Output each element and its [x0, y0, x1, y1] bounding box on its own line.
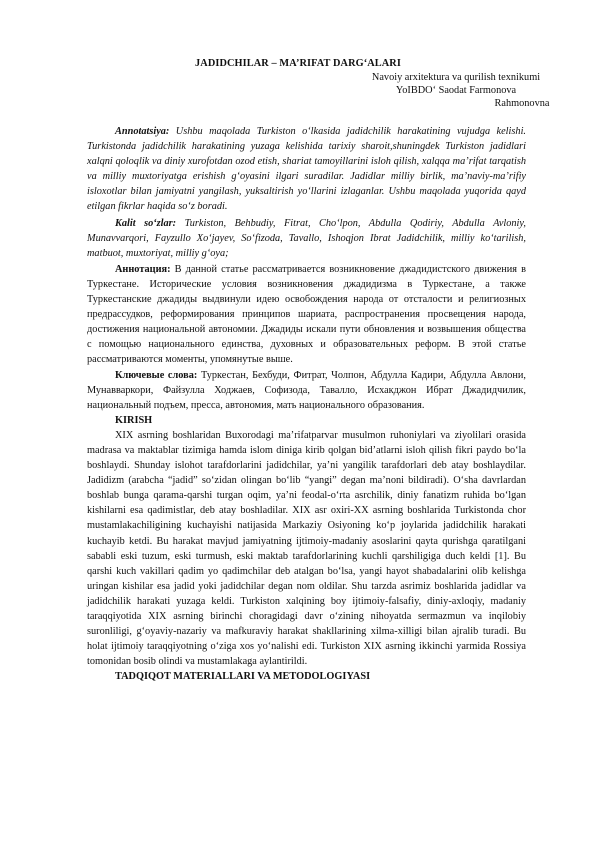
intro-heading: KIRISH	[115, 414, 153, 426]
article-title: JADIDCHILAR – MA’RIFAT DARG‘ALARI	[195, 58, 401, 69]
intro-paragraph: XIX asrning boshlaridan Buxorodagi ma’rifatparvar musulmon ruhoniylari va ziyolilari orasida madrasa va maktablar tizimiga hamda islom diniga kirib qolgan bid’atlarni isloh qilish fikri paydo bo‘la boshlaydi. Shunday islohot tarafdorlarini jadidchilar, ya’ni yangilik tarafdorlari deb atay boshlaydilar. Jadidizm (arabcha “jadid” so‘zidan olingan bo‘lib “yangi” degan ma’noni bildiradi). O‘sha davrlardan boshlab bunga qarama-qarshi turgan oqim, ya’ni feodal-o‘rta asrchilik, diniy fanatizm ruhida bo‘lgan kishilarni esa qadimistlar, deb atay boshladilar. XIX asr oxiri-XX asrning boshlarida Turkistonda chor mustamlakachiligining kuchayishi natijasida Markaziy Osiyoning ko‘p joylarida jadidchilik harakati kuchayib ketdi. Bu harakat mavjud jamiyatning ijtimoiy-madaniy asoslarini qayta qurishga qaratilgani sababli eski tuzum, eski turmush, eski maktab tarafdorlarining kuchli qarshiligiga duch keldi [1]. Bu qarshi kuch vakillari qadim yo qadimchilar deb atalgan bo‘lsa, yangi hayot shabadalarini olib kelishga uringan kishilar esa jadid yoki jadidchilar degan nom oldilar. Shu tarzda asrimiz boshlarida jadidlar va jadidchilik harakati yuzaga keldi. Turkiston xalqining boy ijtimoiy-falsafiy, diniy-axloqiy, madaniy taraqqiyotida XIX asrning birinchi choragidagi davr o‘zining nihoyatda sermazmun va inqilobiy suronliligi, g‘oyaviy-nazariy va mafkuraviy harakat shakllarining xilma-xilligi bilan ajralib turadi. Bu holat ijtimoiy taraqqiyotning o‘ziga xos yo‘nalishi edi. Turkiston XIX asrning ikkinchi yarmida Rossiya tomonidan bosib olindi va mustamlakaga aylantirildi.	[87, 429, 526, 668]
author-affiliation: Navoiy arxitektura va qurilish texnikumi	[371, 72, 541, 83]
author-name-line2: Rahmonovna	[494, 98, 550, 109]
annotation-ru	[87, 262, 526, 368]
keywords-uz	[87, 216, 526, 261]
author-name-line1: YoIBDO‘ Saodat Farmonova	[395, 85, 517, 96]
keywords-uz-label: Kalit so‘zlar:	[115, 217, 177, 229]
methods-heading: TADQIQOT MATERIALLARI VA METODOLOGIYASI	[115, 671, 371, 683]
annotation-uz-label: Annotatsiya:	[115, 126, 170, 137]
keywords-uz-text: Turkiston, Behbudiy, Fitrat, Cho‘lpon, Abdulla Qodiriy, Abdulla Avloniy, Munavvarqori, Fayzullo Xo‘jayev, So‘fizoda, Tavallo, Ishoqjon Ibrat Jadidchilik, milliy ko‘tarilish, matbuot, muxtoriyat, milliy g‘oya;	[87, 217, 526, 259]
article-body	[87, 124, 526, 684]
keywords-ru	[87, 368, 526, 413]
annotation-ru-label: Аннотация:	[115, 263, 171, 275]
annotation-ru-text: В данной статье рассматривается возникновение джадидистского движения в Туркестане. Исторические условия возникновения джадидизма в Туркестане, а также Туркестанские джадиды выдвинули идею освобождения народа от отсталости и религиозных предрассудков, реформирования принципов шариата, распространения просвещения народа, достижения национальной автономии. Джадиды искали пути обновления и возвышения общества с помощью национального единства, духовных и образовательных реформ. В этой статье рассматриваются моменты, упомянутые выше.	[87, 263, 526, 366]
keywords-ru-label: Ключевые слова:	[115, 369, 198, 381]
annotation-uz	[87, 124, 526, 215]
annotation-uz-text: Ushbu maqolada Turkiston o‘lkasida jadidchilik harakatining vujudga kelishi. Turkistonda jadidchilik harakatining yuzaga kelishida tarixiy sharoit,shuningdek Turkiston jadidlari xalqni qoloqlik va diniy xurofotdan ozod etish, shariat tamoyillarini isloh qilish, xalqqa ma’rifat tarqatish va milliy muxtoriyatga erishish g‘oyasini ilgari suradilar. Jadidlar milliy birlik, ma’naviy-ma’rifiy isloxotlar bilan jamiyatni yangilash, yuksaltirish yo‘llarini izlaganlar. Ushbu maqolada yuqorida qayd etilgan fikrlar haqida so‘z boradi.	[87, 126, 526, 213]
keywords-ru-text: Туркестан, Бехбуди, Фитрат, Чолпон, Абдулла Кадири, Абдулла Авлони, Мунавваркори, Файзулла Ходжаев, Софизода, Тавалло, Исхакджон Ибрат Джадидчилик, национальный подъем, пресса, автономия, мать национального образования.	[87, 369, 526, 411]
